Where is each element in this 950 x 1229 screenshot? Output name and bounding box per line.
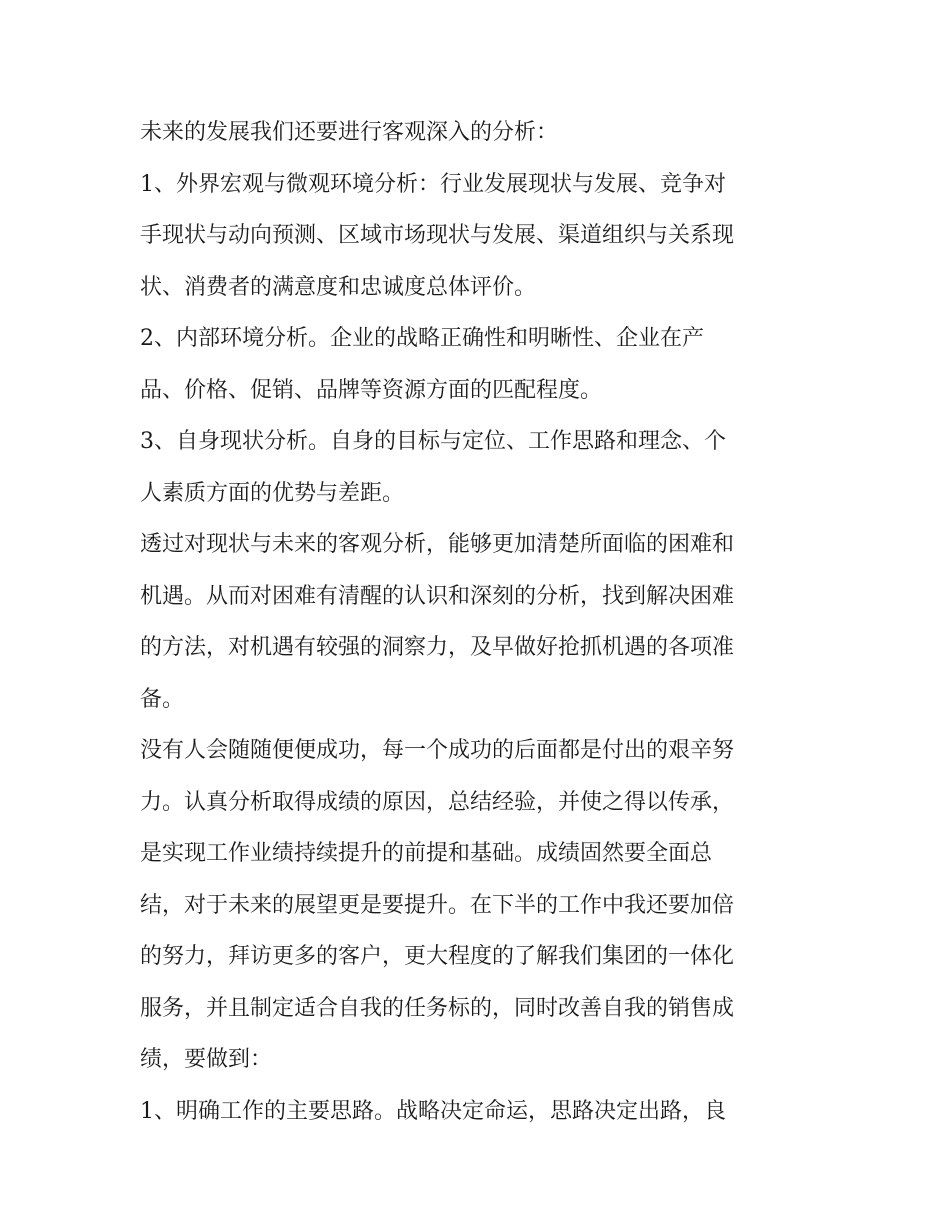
text-line: 人素质方面的优势与差距。 (140, 480, 405, 506)
text-line: 力。认真分析取得成绩的原因，总结经验，并使之得以传承， (140, 789, 735, 815)
text-line: 1、外界宏观与微观环境分析：行业发展现状与发展、竞争对 (140, 171, 726, 197)
text-line: 是实现工作业绩持续提升的前提和基础。成绩固然要全面总 (140, 841, 713, 866)
text-line: 结，对于未来的展望更是要提升。在下半的工作中我还要加倍 (140, 892, 735, 918)
text-line: 机遇。从而对困难有清醒的认识和深刻的分析，找到解决困难 (140, 583, 735, 609)
text-line: 状、消费者的满意度和忠诚度总体评价。 (140, 274, 537, 300)
text-line: 的努力，拜访更多的客户，更大程度的了解我们集团的一体化 (140, 944, 735, 969)
text-line: 服务，并且制定适合自我的任务标的，同时改善自我的销售成 (140, 995, 735, 1021)
text-line: 手现状与动向预测、区域市场现状与发展、渠道组织与关系现 (140, 223, 735, 248)
text-line: 1、明确工作的主要思路。战略决定命运，思路决定出路，良 (140, 1098, 726, 1124)
text-line: 未来的发展我们还要进行客观深入的分析： (140, 120, 559, 145)
text-line: 品、价格、促销、品牌等资源方面的匹配程度。 (140, 377, 603, 403)
text-line: 的方法，对机遇有较强的洞察力，及早做好抢抓机遇的各项准 (140, 635, 735, 660)
text-line: 透过对现状与未来的客观分析，能够更加清楚所面临的困难和 (140, 532, 735, 557)
text-line: 3、自身现状分析。自身的目标与定位、工作思路和理念、个 (140, 429, 726, 454)
text-line: 没有人会随随便便成功，每一个成功的后面都是付出的艰辛努 (140, 738, 735, 763)
text-line: 2、内部环境分析。企业的战略正确性和明晰性、企业在产 (140, 326, 704, 351)
text-line: 备。 (140, 686, 185, 712)
document-body (140, 107, 830, 1137)
text-line: 绩，要做到： (140, 1047, 273, 1072)
